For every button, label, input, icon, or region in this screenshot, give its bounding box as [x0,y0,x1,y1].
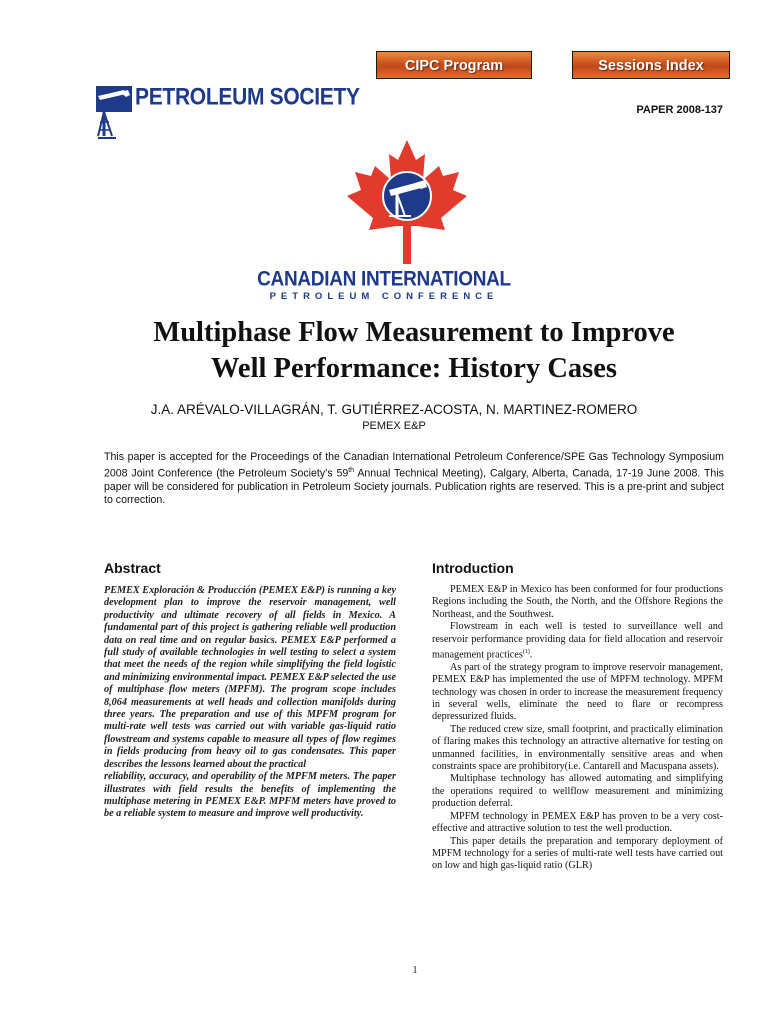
pumpjack-icon [96,86,134,140]
notice-superscript: th [348,467,355,475]
conference-logo-line2: PETROLEUM CONFERENCE [269,291,499,302]
page-number: 1 [412,965,418,976]
cipc-program-button[interactable]: CIPC Program [376,51,532,79]
notice-text-part2: Annual Technical Meeting), Calgary, Alberta, Canada, 17-19 June 2008. This paper will be considered for publication in Petroleum Society journals. Publication rights are reserved. This is a pre-print and subject to correction. [104,467,724,507]
abstract-body [104,585,396,821]
publication-notice [104,451,724,507]
paper-number: PAPER 2008-137 [636,104,723,116]
introduction-body [432,584,723,873]
intro-paragraph: The reduced crew size, small footprint, and practically elimination of flaring makes this technology an attractive alternative for testing on unmanned facilities, in environmentally sensitive areas and when constraints space are prohibitory(i.e. Cantarell and Macuspana assets). [432,723,723,773]
intro-paragraph: As part of the strategy program to improve reservoir management, PEMEX E&P has implemented the use of MPFM technology. MPFM technology was chosen in order to increase the measurement frequency in several wells, eliminate the need to flare or recompress depressurized fluids. [432,661,723,723]
maple-leaf-icon [345,138,469,266]
intro-paragraph [432,621,723,662]
conference-logo-line1: CANADIAN INTERNATIONAL [257,267,511,291]
conference-emblem [345,138,469,266]
petroleum-society-name: PETROLEUM SOCIETY [135,84,360,111]
abstract-text-2: reliability, accuracy, and operability of the MPFM meters. The paper illustrates with field results the benefits of implementing the multiphase metering in PEMEX E&P. MPFM meters have proved to be a reliable system to measure and improve well productivity. [104,771,396,820]
paper-title-line1: Multiphase Flow Measurement to Improve [153,317,675,348]
intro-paragraph: PEMEX E&P in Mexico has been conformed for four productions Regions including the South, the North, and the Offshore Regions the Northeast, and the Southwest. [432,584,723,620]
abstract-heading: Abstract [104,560,161,576]
abstract-text-1: PEMEX Exploración & Producción (PEMEX E&P) is running a key development plan to improve the reservoir management, well productivity and ultimate recovery of all fields in Mexico. A fundamental part of this project is gathering reliable well production data on real time and on regular basics. PEMEX E&P performed a full study of available technologies in well testing to select a system that meet the needs of the region while simplifying the field logistic and minimizing environmental impact. PEMEX E&P selected the use of multiphase flow meters (MPFM). The program scope includes 8,064 measurements at well heads and collection manifolds during three years. The preparation and use of this MPFM program for multi-rate well tests was carried out with variable gas-liquid ratio flowstream and systems capable to measure all types of flow regimes in fields producing from heavy oil to gas condensates. This paper describes the lessons learned about the practical [104,585,396,770]
intro-paragraph: This paper details the preparation and temporary deployment of MPFM technology for a series of multi-rate well tests have carried out on low and high gas-liquid ratio (GLR) [432,835,723,872]
paper-authors: J.A. ARÉVALO-VILLAGRÁN, T. GUTIÉRREZ-ACOSTA, N. MARTINEZ-ROMERO [150,402,638,417]
intro-paragraph: Multiphase technology has allowed automating and simplifying the operations required to wellflow measurement and minimizing production deferral. [432,773,723,810]
citation-superscript: (1) [522,649,530,656]
introduction-heading: Introduction [432,560,514,576]
intro-p2-text: Flowstream in each well is tested to surveillance well and reservoir performance providing data for field allocation and reservoir management practices [432,621,723,661]
paper-affiliation: PEMEX E&P [362,420,426,432]
paper-title [0,315,768,387]
notice-text-part1: This paper is accepted for the Proceedings of the Canadian International Petroleum Conference/SPE Gas Technology Symposium 2008 Joint Conference (the Petroleum Society’s 59 [104,451,724,480]
intro-paragraph: MPFM technology in PEMEX E&P has proven to be a very cost-effective and attractive solution to test the well production. [432,810,723,835]
paper-title-line2: Well Performance: History Cases [211,353,617,384]
intro-p2-end: . [529,649,533,661]
petroleum-society-logo [96,86,134,140]
sessions-index-button[interactable]: Sessions Index [572,51,730,79]
